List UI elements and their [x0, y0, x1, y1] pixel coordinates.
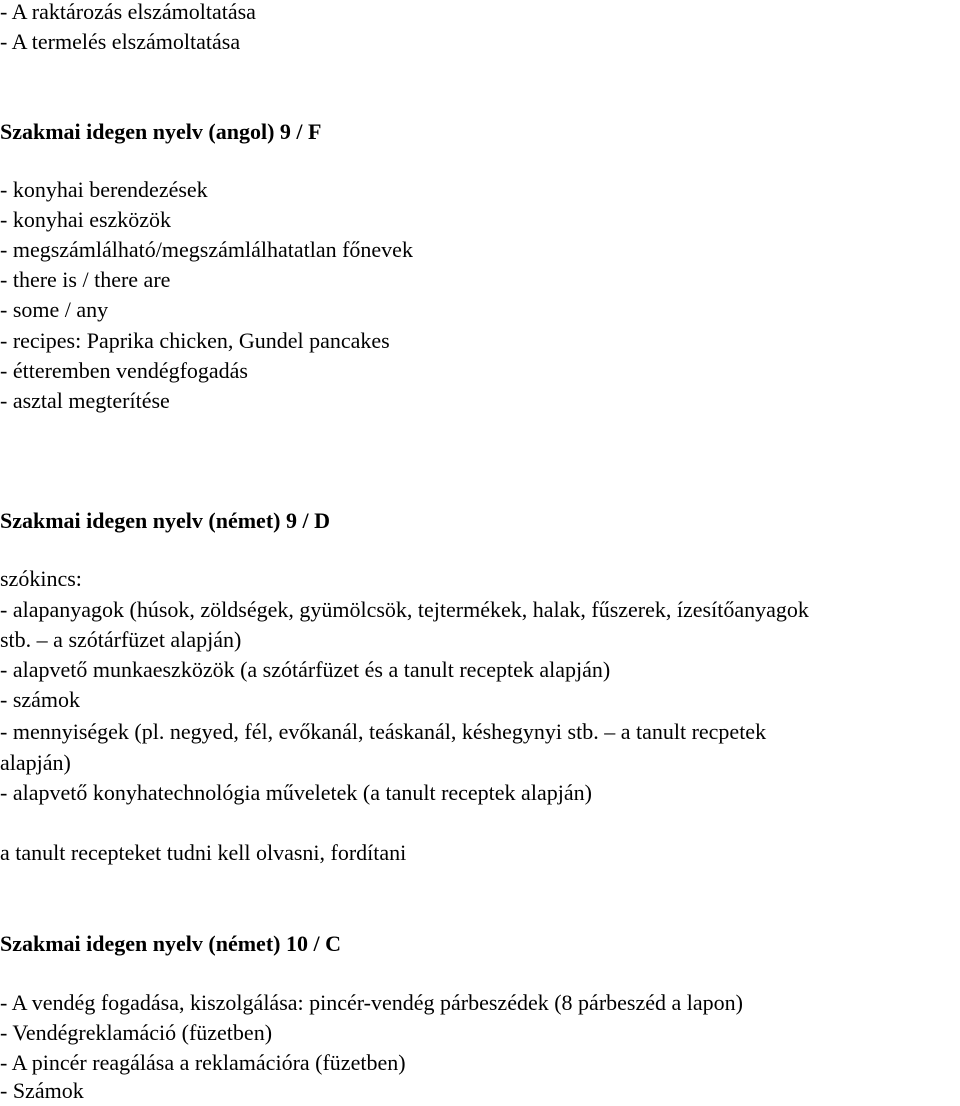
list-item: - megszámlálható/megszámlálhatatlan főnevek: [0, 237, 413, 262]
list-item: - there is / there are: [0, 267, 171, 292]
list-item: - asztal megterítése: [0, 388, 170, 413]
list-item: - Számok: [0, 1078, 84, 1103]
list-item: - A vendég fogadása, kiszolgálása: pincér-vendég párbeszédek (8 párbeszéd a lapon): [0, 990, 743, 1015]
list-item: - A raktározás elszámoltatása: [0, 0, 256, 24]
section-heading-angol-9f: Szakmai idegen nyelv (angol) 9 / F: [0, 119, 322, 144]
text-line: stb. – a szótárfüzet alapján): [0, 627, 242, 652]
list-item: - recipes: Paprika chicken, Gundel pancakes: [0, 328, 390, 353]
list-item: - A termelés elszámoltatása: [0, 29, 241, 54]
section-note: a tanult recepteket tudni kell olvasni, fordítani: [0, 840, 407, 865]
list-item: - Vendégreklamáció (füzetben): [0, 1020, 273, 1045]
text-line: - alapanyagok (húsok, zöldségek, gyümölcsök, tejtermékek, halak, fűszerek, ízesítőanyagok: [0, 597, 809, 622]
list-item: - konyhai berendezések: [0, 177, 208, 202]
list-item: - étteremben vendégfogadás: [0, 358, 248, 383]
text-line: alapján): [0, 750, 71, 775]
text-line: szókincs:: [0, 566, 82, 591]
section-heading-nemet-9d: Szakmai idegen nyelv (német) 9 / D: [0, 508, 330, 533]
list-item: - some / any: [0, 297, 109, 322]
text-line: - alapvető konyhatechnológia műveletek (a tanult receptek alapján): [0, 780, 592, 805]
text-line: - mennyiségek (pl. negyed, fél, evőkanál, teáskanál, késhegynyi stb. – a tanult recpetek: [0, 719, 767, 744]
list-item: - konyhai eszközök: [0, 207, 172, 232]
text-line: - alapvető munkaeszközök (a szótárfüzet és a tanult receptek alapján): [0, 657, 611, 682]
section-heading-nemet-10c: Szakmai idegen nyelv (német) 10 / C: [0, 931, 341, 956]
list-item: - A pincér reagálása a reklamációra (füzetben): [0, 1050, 406, 1075]
text-line: - számok: [0, 687, 81, 712]
